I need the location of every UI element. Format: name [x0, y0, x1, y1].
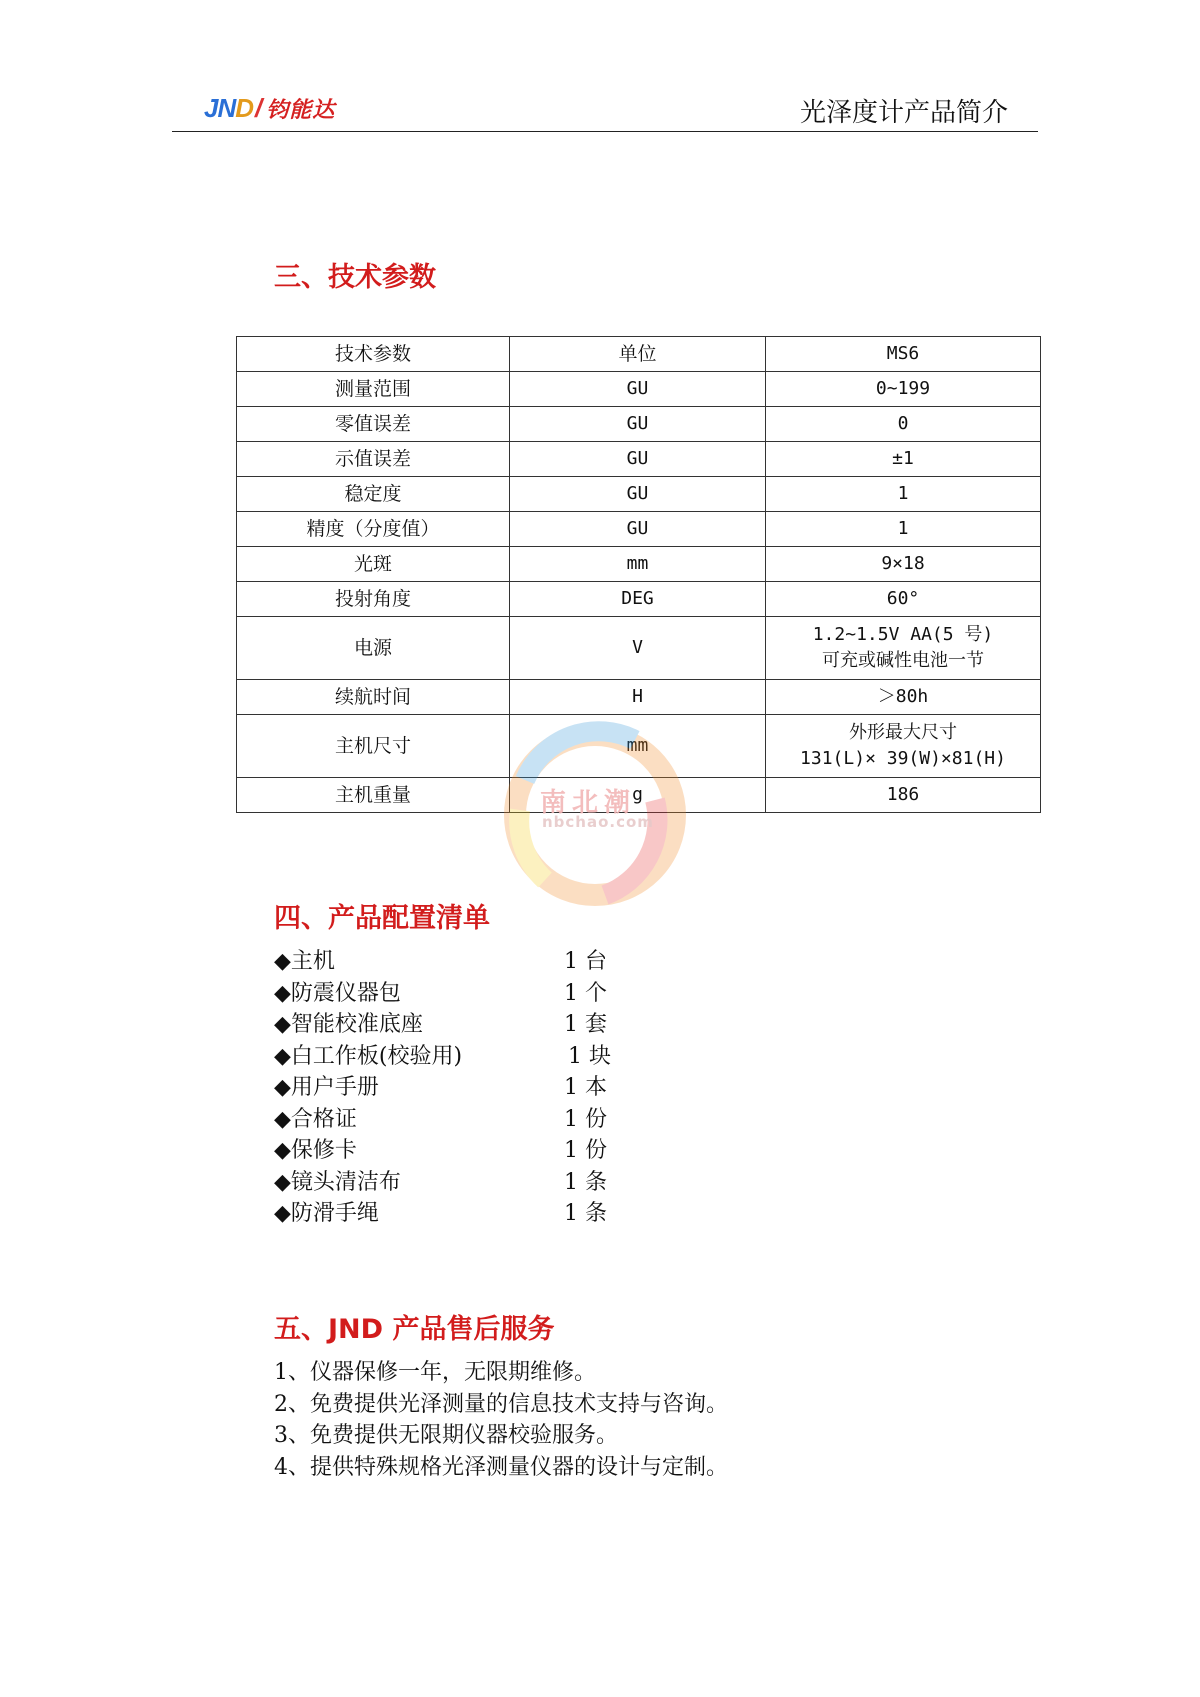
table-row	[237, 715, 1041, 778]
item-quantity: 1 份	[564, 1106, 607, 1132]
table-row	[237, 477, 1041, 512]
company-logo	[204, 94, 335, 122]
param-cell: 主机尺寸	[237, 715, 510, 778]
item-name: ◆保修卡	[274, 1138, 357, 1163]
item-quantity: 1 本	[564, 1075, 607, 1100]
item-name: ◆主机	[274, 949, 335, 974]
value-cell: 0~199	[766, 372, 1041, 407]
param-cell: 续航时间	[237, 680, 510, 715]
watermark-subtext: nbchao.com	[542, 813, 654, 831]
header-model: MS6	[766, 337, 1041, 372]
param-cell: 光斑	[237, 547, 510, 582]
value-line-2: 131(L)× 39(W)×81(H)	[800, 748, 1006, 769]
table-header-row	[237, 337, 1041, 372]
list-item	[274, 978, 674, 1010]
value-cell	[766, 617, 1041, 680]
table-row	[237, 582, 1041, 617]
item-quantity: 1 个	[564, 980, 607, 1006]
value-line-2: 可充或碱性电池一节	[822, 650, 984, 671]
param-cell: 零值误差	[237, 407, 510, 442]
item-quantity: 1 条	[564, 1201, 607, 1226]
table-row	[237, 407, 1041, 442]
header-unit: 单位	[510, 337, 766, 372]
value-cell: 186	[766, 778, 1041, 813]
list-item	[274, 1135, 674, 1167]
value-cell: 1	[766, 477, 1041, 512]
param-cell: 示值误差	[237, 442, 510, 477]
service-item: 1、仪器保修一年，无限期维修。	[274, 1360, 596, 1385]
unit-cell: GU	[510, 477, 766, 512]
value-cell: 0	[766, 407, 1041, 442]
param-cell: 投射角度	[237, 582, 510, 617]
unit-cell: GU	[510, 442, 766, 477]
list-item	[274, 1072, 674, 1104]
value-cell: 60°	[766, 582, 1041, 617]
header-param: 技术参数	[237, 337, 510, 372]
service-list	[274, 1357, 728, 1483]
header-rule	[172, 131, 1038, 132]
unit-cell: GU	[510, 407, 766, 442]
unit-cell: GU	[510, 372, 766, 407]
table-row	[237, 617, 1041, 680]
param-cell: 测量范围	[237, 372, 510, 407]
value-cell: 9×18	[766, 547, 1041, 582]
logo-slash: /	[255, 92, 263, 123]
param-cell: 精度（分度值）	[237, 512, 510, 547]
logo-latin: JND	[204, 92, 254, 123]
page-header	[172, 86, 1038, 132]
service-item: 2、免费提供光泽测量的信息技术支持与咨询。	[274, 1391, 728, 1417]
logo-cn: 钧能达	[266, 97, 336, 123]
value-cell: ±1	[766, 442, 1041, 477]
list-item	[274, 1198, 674, 1230]
table-row	[237, 680, 1041, 715]
unit-cell: V	[510, 617, 766, 680]
item-name: ◆防震仪器包	[274, 980, 401, 1006]
item-quantity: 1 台	[564, 949, 607, 974]
value-cell	[766, 715, 1041, 778]
item-name: ◆合格证	[274, 1106, 357, 1132]
table-row	[237, 778, 1041, 813]
item-name: ◆白工作板(校验用)	[274, 1043, 463, 1069]
unit-cell: mm	[510, 547, 766, 582]
config-list	[274, 946, 674, 1230]
list-item	[274, 946, 674, 978]
table-row	[237, 442, 1041, 477]
item-quantity: 1 块	[568, 1043, 611, 1069]
unit-cell: mm	[510, 715, 766, 778]
value-cell: ＞80h	[766, 680, 1041, 715]
item-name: ◆智能校准底座	[274, 1012, 423, 1037]
list-item	[274, 1009, 674, 1041]
item-quantity: 1 份	[564, 1138, 607, 1163]
spec-table	[236, 336, 1041, 813]
item-quantity: 1 条	[564, 1169, 607, 1195]
unit-cell: g	[510, 778, 766, 813]
item-quantity: 1 套	[564, 1012, 607, 1037]
service-item: 3、免费提供无限期仪器校验服务。	[274, 1423, 618, 1448]
unit-cell: DEG	[510, 582, 766, 617]
table-row	[237, 547, 1041, 582]
unit-cell: H	[510, 680, 766, 715]
value-cell: 1	[766, 512, 1041, 547]
value-line-1: 1.2~1.5V AA(5 号)	[812, 624, 994, 645]
list-item	[274, 1041, 674, 1073]
section-title-service: 五、JND 产品售后服务	[274, 1314, 555, 1345]
list-item	[274, 1167, 674, 1199]
param-cell: 主机重量	[237, 778, 510, 813]
section-title-config: 四、产品配置清单	[274, 903, 490, 934]
document-title: 光泽度计产品简介	[799, 98, 1008, 128]
table-row	[237, 512, 1041, 547]
section-title-tech-params: 三、技术参数	[274, 262, 436, 293]
value-line-1: 外形最大尺寸	[849, 722, 957, 743]
item-name: ◆防滑手绳	[274, 1201, 379, 1226]
service-item: 4、提供特殊规格光泽测量仪器的设计与定制。	[274, 1454, 728, 1480]
table-row	[237, 372, 1041, 407]
item-name: ◆用户手册	[274, 1075, 379, 1100]
item-name: ◆镜头清洁布	[274, 1169, 401, 1195]
param-cell: 稳定度	[237, 477, 510, 512]
param-cell: 电源	[237, 617, 510, 680]
watermark-text: 南北潮	[540, 788, 637, 818]
unit-cell: GU	[510, 512, 766, 547]
list-item	[274, 1104, 674, 1136]
